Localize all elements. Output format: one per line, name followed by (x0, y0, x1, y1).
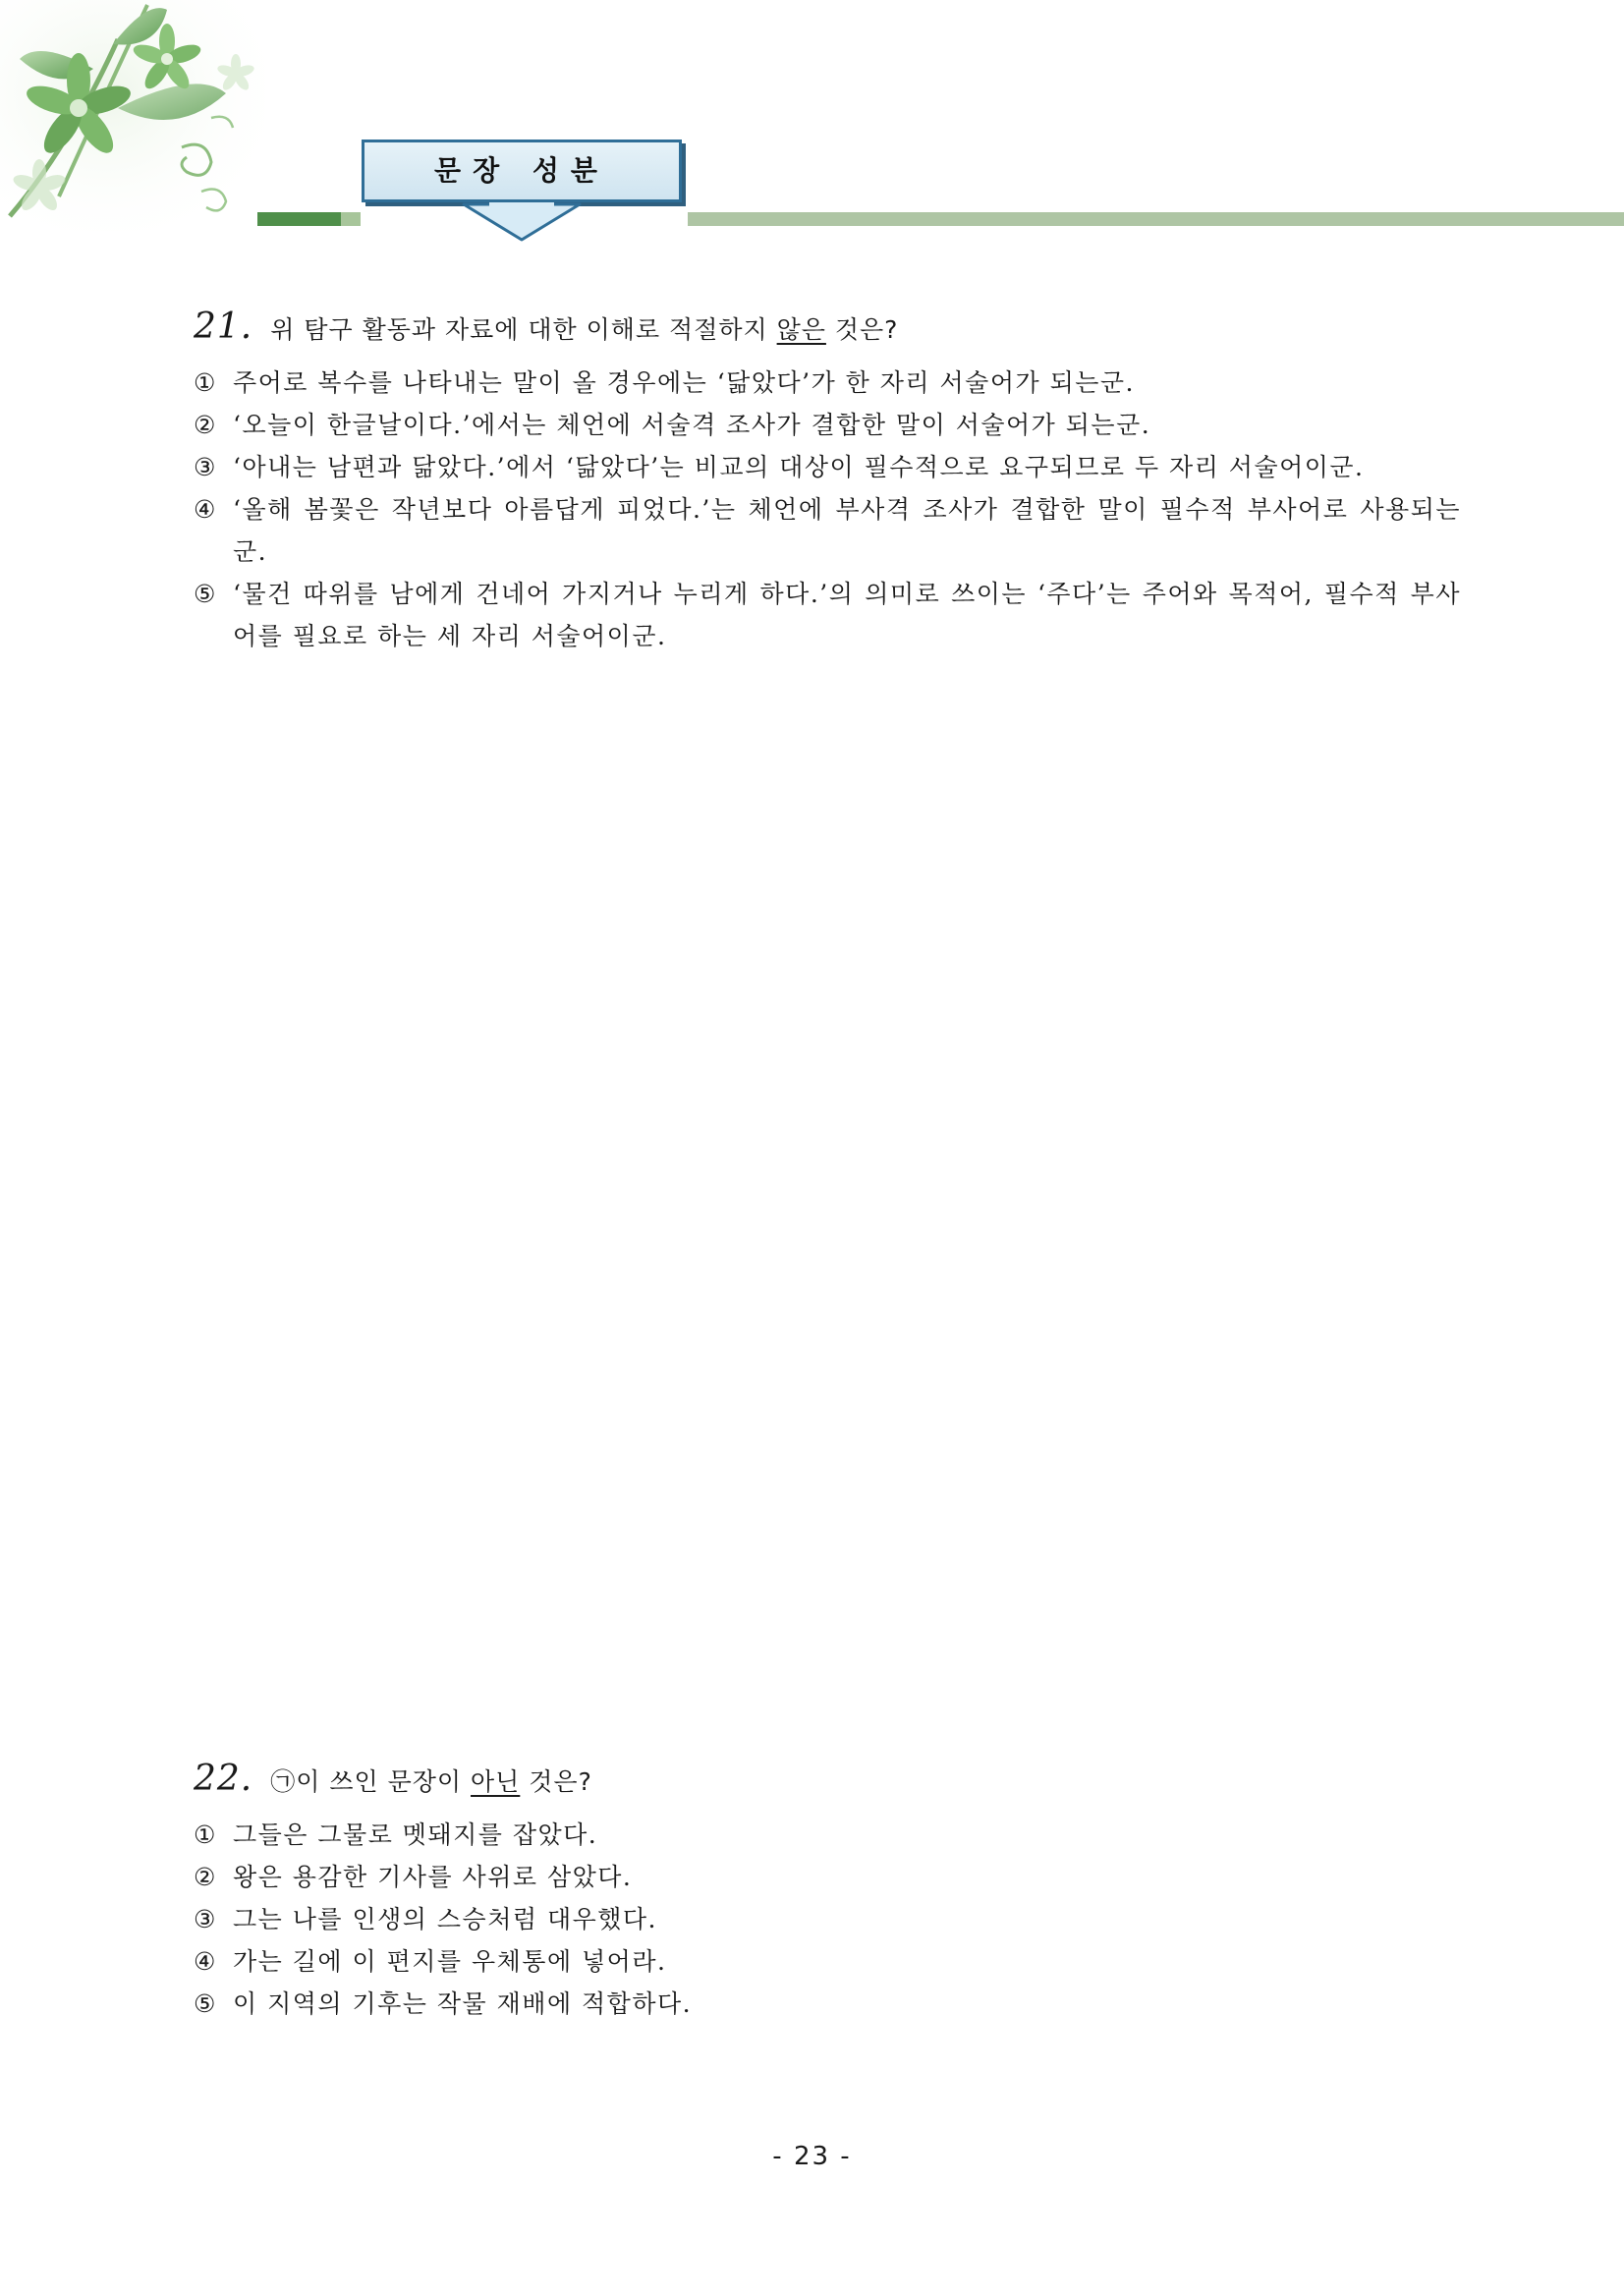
floral-decoration (0, 0, 265, 231)
question-header (194, 307, 1461, 354)
header-rule-right (688, 212, 1624, 226)
question-prompt (270, 1763, 592, 1798)
answer-option-2[interactable] (194, 1856, 1461, 1898)
question-number: 21. (194, 307, 253, 347)
option-text: ‘올해 봄꽃은 작년보다 아름답게 피었다.’는 체언에 부사격 조사가 결합한 말이 필수적 부사어로 사용되는군. (233, 495, 1461, 566)
option-number: ① (194, 1820, 217, 1849)
header-rule-left-tail (341, 212, 361, 226)
option-number: ② (194, 411, 217, 439)
option-text: ‘아내는 남편과 닮았다.’에서 ‘닮았다’는 비교의 대상이 필수적으로 요구되므로 두 자리 서술어이군. (233, 453, 1365, 481)
option-text: ‘오늘이 한글날이다.’에서는 체언에 서술격 조사가 결합한 말이 서술어가 되는군. (233, 411, 1151, 439)
option-number: ③ (194, 1905, 217, 1933)
answer-option-3[interactable] (194, 446, 1461, 488)
option-number: ② (194, 1863, 217, 1891)
option-number: ④ (194, 1947, 217, 1976)
answer-option-3[interactable] (194, 1898, 1461, 1940)
option-text: 그는 나를 인생의 스승처럼 대우했다. (233, 1905, 657, 1933)
option-text: 이 지역의 기후는 작물 재배에 적합하다. (233, 1989, 693, 2018)
answer-option-1[interactable] (194, 362, 1461, 404)
prompt-text-end: 것은? (825, 315, 899, 344)
question-header (194, 1759, 1461, 1806)
option-text: 그들은 그물로 멧돼지를 잡았다. (233, 1820, 598, 1849)
answer-option-2[interactable] (194, 404, 1461, 446)
down-arrow-icon (460, 202, 584, 242)
section-title: 문장 성분 (434, 154, 609, 187)
page-number: - 23 - (772, 2142, 852, 2171)
option-number: ③ (194, 453, 217, 481)
question-prompt (270, 310, 898, 346)
option-number: ① (194, 368, 217, 397)
answer-option-4[interactable] (194, 488, 1461, 573)
section-banner (362, 140, 686, 242)
question-21 (194, 307, 1461, 657)
answer-option-1[interactable] (194, 1814, 1461, 1856)
prompt-text-end: 것은? (520, 1767, 592, 1796)
prompt-text: ㉠이 쓰인 문장이 (270, 1767, 472, 1796)
option-number: ⑤ (194, 1989, 217, 2018)
prompt-emphasis: 아닌 (471, 1767, 521, 1796)
question-number: 22. (194, 1759, 253, 1799)
answer-option-5[interactable] (194, 1983, 1461, 2025)
option-text: 주어로 복수를 나타내는 말이 올 경우에는 ‘닮았다’가 한 자리 서술어가 되는군. (233, 368, 1135, 397)
option-text: 왕은 용감한 기사를 사위로 삼았다. (233, 1863, 633, 1891)
option-text: 가는 길에 이 편지를 우체통에 넣어라. (233, 1947, 667, 1976)
option-number: ⑤ (194, 580, 217, 608)
answer-option-5[interactable] (194, 573, 1461, 657)
question-22 (194, 1759, 1461, 2025)
answer-option-4[interactable] (194, 1940, 1461, 1983)
header-rule-left (257, 212, 341, 226)
prompt-emphasis: 않은 (776, 315, 826, 344)
prompt-text: 위 탐구 활동과 자료에 대한 이해로 적절하지 (270, 315, 777, 344)
option-number: ④ (194, 495, 217, 524)
option-text: ‘물건 따위를 남에게 건네어 가지거나 누리게 하다.’의 의미로 쓰이는 ‘주다’는 주어와 목적어, 필수적 부사어를 필요로 하는 세 자리 서술어이군. (233, 580, 1461, 650)
